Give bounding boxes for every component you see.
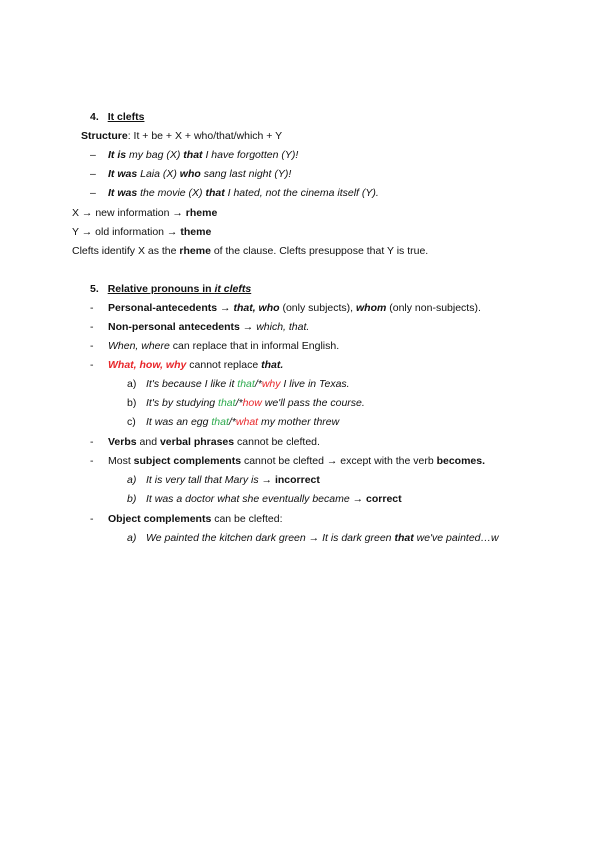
example-text: It was an egg <box>146 416 212 428</box>
sub-item-label: a) <box>127 378 137 390</box>
list-item <box>90 168 292 181</box>
structure-formula: : It + be + X + who/that/which + Y <box>127 130 283 142</box>
bullet-dash: - <box>90 340 94 352</box>
summary-text: of the clause. Clefts presuppose that Y is true. <box>210 245 429 257</box>
summary-paragraph <box>72 245 428 258</box>
sub-item-label: a) <box>127 474 137 486</box>
example-verdict: incorrect <box>274 474 320 486</box>
structure-label: Structure <box>81 130 128 142</box>
example-text: It's by studying <box>146 397 219 409</box>
example-text: we'll pass the course. <box>261 397 365 409</box>
bullet-dash: - <box>90 302 94 314</box>
definition-term: theme <box>180 226 212 238</box>
item-pronouns: that, who <box>233 302 280 314</box>
example-text: It was a doctor what she eventually became → <box>146 493 367 505</box>
item-text: Most <box>108 455 134 467</box>
example-text: the movie (X) <box>137 187 206 199</box>
example-relative: who <box>179 168 201 180</box>
example-cleft-subject: It was <box>108 187 138 199</box>
sub-list-item <box>127 416 340 429</box>
example-correct: that <box>218 397 236 409</box>
list-item <box>90 302 481 315</box>
section-4-heading <box>90 111 144 124</box>
example-text: It is very tall that Mary is → <box>146 474 275 486</box>
summary-text: Clefts identify X as the <box>72 245 180 257</box>
item-term: verbal phrases <box>159 436 235 448</box>
sub-item-label: b) <box>127 397 137 409</box>
example-text: I have forgotten (Y)! <box>202 149 299 161</box>
item-term: becomes. <box>436 455 486 467</box>
example-text: I hated, not the cinema itself (Y). <box>224 187 379 199</box>
item-text: cannot be clefted → except with the verb <box>241 455 437 467</box>
example-separator: /* <box>228 416 236 428</box>
list-item <box>90 455 486 468</box>
item-text: (only subjects), <box>279 302 356 314</box>
item-term: that. <box>261 359 284 371</box>
example-incorrect: why <box>261 378 281 390</box>
definition-term: rheme <box>185 207 218 219</box>
sub-list-item <box>127 397 365 410</box>
example-relative: that <box>183 149 203 161</box>
item-text: (only non-subjects). <box>386 302 481 314</box>
list-item <box>90 513 283 526</box>
definition-text: Y → old information → <box>72 226 181 238</box>
structure-line <box>81 130 282 143</box>
item-term: Verbs <box>108 436 137 448</box>
example-separator: /* <box>235 397 243 409</box>
list-item <box>90 359 284 372</box>
bullet-dash: – <box>90 149 96 161</box>
item-term: When, where <box>108 340 170 352</box>
sub-list-item <box>127 474 320 487</box>
item-pronoun: whom <box>356 302 387 314</box>
list-item <box>90 340 340 353</box>
item-term: Non-personal antecedents <box>108 321 240 333</box>
sub-list-item <box>127 493 402 506</box>
list-item <box>90 149 299 162</box>
example-text: my mother threw <box>258 416 340 428</box>
section-title-text: Relative pronouns in <box>107 283 215 295</box>
bullet-dash: - <box>90 321 94 333</box>
example-text: It's because I like it <box>146 378 238 390</box>
section-title-emphasis: it clefts <box>214 283 252 295</box>
item-text: can replace that in informal English. <box>169 340 340 352</box>
example-text: sang last night (Y)! <box>200 168 292 180</box>
item-term: Personal-antecedents → <box>108 302 234 314</box>
section-title: It clefts <box>107 111 145 123</box>
item-term: Object complements <box>108 513 212 525</box>
sub-item-label: b) <box>127 493 137 505</box>
item-text: can be clefted: <box>211 513 283 525</box>
example-relative: that <box>205 187 225 199</box>
section-number: 4. <box>90 111 99 123</box>
x-definition <box>72 207 217 220</box>
sub-list-item <box>127 532 499 545</box>
example-separator: /* <box>254 378 262 390</box>
bullet-dash: – <box>90 187 96 199</box>
section-5-heading <box>90 283 251 296</box>
example-cleft-subject: It is <box>108 149 127 161</box>
bullet-dash: - <box>90 455 94 467</box>
example-cleft-subject: It was <box>108 168 138 180</box>
list-item <box>90 187 379 200</box>
section-title <box>108 283 252 295</box>
bullet-dash: - <box>90 513 94 525</box>
example-correct: that <box>237 378 255 390</box>
item-text: → which, that. <box>239 321 310 333</box>
section-number: 5. <box>90 283 99 295</box>
item-text: cannot replace <box>186 359 262 371</box>
example-correct: that <box>211 416 229 428</box>
example-incorrect: how <box>242 397 262 409</box>
y-definition <box>72 226 211 239</box>
summary-term: rheme <box>179 245 211 257</box>
definition-text: X → new information → <box>72 207 186 219</box>
example-text: I live in Texas. <box>280 378 350 390</box>
example-text: we've painted…w <box>413 532 499 544</box>
example-text: my bag (X) <box>126 149 184 161</box>
example-verdict: correct <box>366 493 402 505</box>
bullet-dash: - <box>90 359 94 371</box>
item-text: and <box>136 436 160 448</box>
sub-list-item <box>127 378 350 391</box>
item-term: subject complements <box>133 455 242 467</box>
list-item <box>90 321 310 334</box>
bullet-dash: – <box>90 168 96 180</box>
item-text: cannot be clefted. <box>234 436 320 448</box>
sub-item-label: c) <box>127 416 136 428</box>
example-incorrect: what <box>235 416 259 428</box>
example-text: Laia (X) <box>137 168 180 180</box>
example-text: We painted the kitchen dark green → It is dark green <box>146 532 395 544</box>
item-term: What, how, why <box>108 359 187 371</box>
sub-item-label: a) <box>127 532 137 544</box>
example-relative: that <box>394 532 414 544</box>
bullet-dash: - <box>90 436 94 448</box>
list-item <box>90 436 320 449</box>
